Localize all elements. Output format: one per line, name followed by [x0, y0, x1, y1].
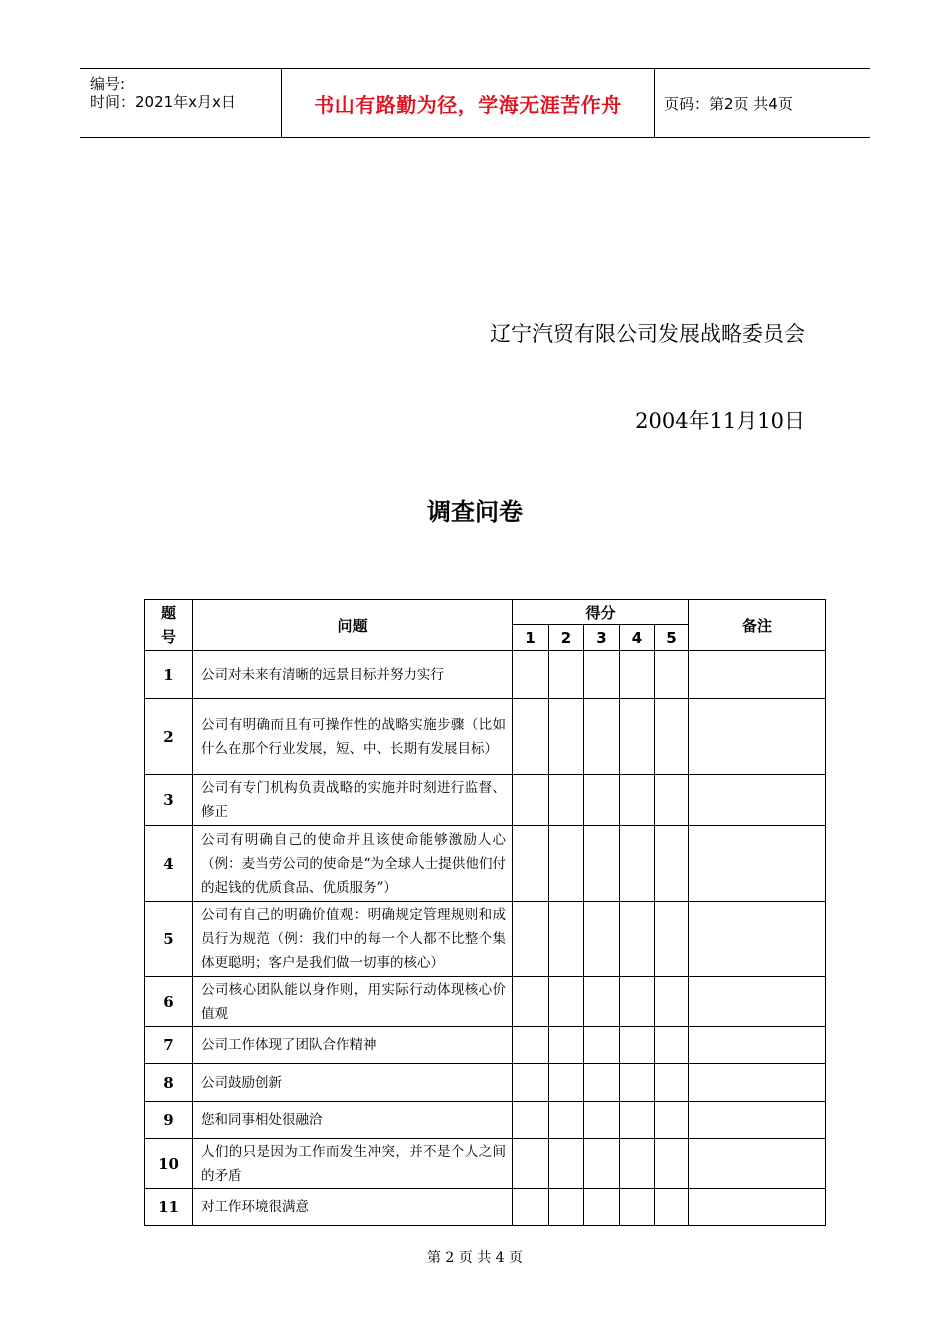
document-date: 2004年11月10日 — [635, 409, 805, 433]
row-question: 公司有明确而且有可操作性的战略实施步骤（比如什么在那个行业发展，短、中、长期有发展目标） — [193, 699, 513, 775]
score-cell[interactable] — [620, 977, 655, 1027]
row-number: 11 — [145, 1189, 193, 1226]
score-cell[interactable] — [584, 902, 620, 977]
row-question: 您和同事相处很融洽 — [193, 1102, 513, 1139]
score-level-5: 5 — [655, 625, 689, 651]
table-row — [145, 1064, 826, 1102]
score-cell[interactable] — [620, 1189, 655, 1226]
score-cell[interactable] — [655, 775, 689, 826]
score-cell[interactable] — [620, 826, 655, 902]
table-row — [145, 775, 826, 826]
remark-cell[interactable] — [689, 699, 826, 775]
row-question: 公司工作体现了团队合作精神 — [193, 1027, 513, 1064]
row-question: 公司鼓励创新 — [193, 1064, 513, 1102]
remark-cell[interactable] — [689, 1064, 826, 1102]
page-title: 调查问卷 — [427, 498, 523, 526]
score-cell[interactable] — [513, 826, 549, 902]
score-cell[interactable] — [620, 775, 655, 826]
score-cell[interactable] — [549, 1064, 584, 1102]
score-cell[interactable] — [655, 1139, 689, 1189]
score-cell[interactable] — [549, 775, 584, 826]
score-cell[interactable] — [620, 1139, 655, 1189]
header-number-line1: 题 — [160, 604, 176, 622]
table-row — [145, 826, 826, 902]
row-number: 2 — [145, 699, 193, 775]
score-cell[interactable] — [584, 1139, 620, 1189]
score-cell[interactable] — [620, 651, 655, 699]
score-cell[interactable] — [513, 1027, 549, 1064]
table-row — [145, 1139, 826, 1189]
score-cell[interactable] — [620, 1064, 655, 1102]
row-number: 8 — [145, 1064, 193, 1102]
remark-cell[interactable] — [689, 775, 826, 826]
number-label: 编号: — [90, 75, 126, 93]
score-cell[interactable] — [584, 699, 620, 775]
score-cell[interactable] — [584, 1027, 620, 1064]
score-cell[interactable] — [513, 902, 549, 977]
row-question: 公司对未来有清晰的远景目标并努力实行 — [193, 651, 513, 699]
score-cell[interactable] — [584, 651, 620, 699]
remark-cell[interactable] — [689, 977, 826, 1027]
remark-cell[interactable] — [689, 1027, 826, 1064]
header-question: 问题 — [193, 600, 513, 651]
remark-cell[interactable] — [689, 1102, 826, 1139]
score-cell[interactable] — [655, 1102, 689, 1139]
header-number — [145, 600, 193, 651]
score-cell[interactable] — [513, 1189, 549, 1226]
score-cell[interactable] — [549, 977, 584, 1027]
score-cell[interactable] — [655, 1064, 689, 1102]
score-cell[interactable] — [584, 1064, 620, 1102]
table-row — [145, 699, 826, 775]
score-cell[interactable] — [655, 977, 689, 1027]
table-row — [145, 651, 826, 699]
row-question: 人们的只是因为工作而发生冲突，并不是个人之间的矛盾 — [193, 1139, 513, 1189]
table-row — [145, 1189, 826, 1226]
score-cell[interactable] — [549, 902, 584, 977]
row-question: 公司有专门机构负责战略的实施并时刻进行监督、修正 — [193, 775, 513, 826]
score-cell[interactable] — [549, 1139, 584, 1189]
score-cell[interactable] — [549, 826, 584, 902]
row-number: 5 — [145, 902, 193, 977]
row-number: 1 — [145, 651, 193, 699]
score-cell[interactable] — [584, 775, 620, 826]
header-page-cell — [654, 69, 870, 137]
table-row — [145, 1027, 826, 1064]
row-question: 公司核心团队能以身作则，用实际行动体现核心价值观 — [193, 977, 513, 1027]
header-motto-cell — [281, 69, 655, 137]
remark-cell[interactable] — [689, 651, 826, 699]
score-cell[interactable] — [513, 1102, 549, 1139]
row-number: 3 — [145, 775, 193, 826]
score-cell[interactable] — [655, 1027, 689, 1064]
score-cell[interactable] — [584, 1102, 620, 1139]
header-number-line2: 号 — [160, 628, 176, 646]
score-cell[interactable] — [549, 651, 584, 699]
header-score: 得分 — [513, 600, 689, 625]
row-question: 公司有自己的明确价值观：明确规定管理规则和成员行为规范（例：我们中的每一个人都不比整个集体更聪明；客户是我们做一切事的核心） — [193, 902, 513, 977]
row-number: 7 — [145, 1027, 193, 1064]
score-cell[interactable] — [513, 1064, 549, 1102]
organization-name: 辽宁汽贸有限公司发展战略委员会 — [490, 322, 805, 346]
document-header — [80, 68, 870, 138]
score-cell[interactable] — [584, 1189, 620, 1226]
score-cell[interactable] — [655, 699, 689, 775]
remark-cell[interactable] — [689, 902, 826, 977]
score-cell[interactable] — [655, 651, 689, 699]
score-cell[interactable] — [620, 1027, 655, 1064]
row-number: 10 — [145, 1139, 193, 1189]
score-level-1: 1 — [513, 625, 549, 651]
row-question: 对工作环境很满意 — [193, 1189, 513, 1226]
remark-cell[interactable] — [689, 826, 826, 902]
score-cell[interactable] — [549, 699, 584, 775]
score-cell[interactable] — [513, 977, 549, 1027]
score-cell[interactable] — [549, 1027, 584, 1064]
score-cell[interactable] — [620, 902, 655, 977]
score-cell[interactable] — [513, 775, 549, 826]
row-number: 6 — [145, 977, 193, 1027]
table-row — [145, 977, 826, 1027]
score-cell[interactable] — [584, 977, 620, 1027]
header-remark: 备注 — [689, 600, 826, 651]
survey-table — [144, 599, 826, 1226]
remark-cell[interactable] — [689, 1139, 826, 1189]
score-cell[interactable] — [620, 699, 655, 775]
row-number: 4 — [145, 826, 193, 902]
score-cell[interactable] — [655, 902, 689, 977]
score-cell[interactable] — [513, 1139, 549, 1189]
motto: 书山有路勤为径，学海无涯苦作舟 — [314, 92, 622, 117]
header-meta — [80, 69, 280, 137]
table-row — [145, 1102, 826, 1139]
score-cell[interactable] — [549, 1189, 584, 1226]
score-cell[interactable] — [655, 1189, 689, 1226]
row-question: 公司有明确自己的使命并且该使命能够激励人心（例：麦当劳公司的使命是“为全球人士提供他们付的起钱的优质食品、优质服务”） — [193, 826, 513, 902]
score-level-4: 4 — [620, 625, 655, 651]
row-number: 9 — [145, 1102, 193, 1139]
page-footer: 第 2 页 共 4 页 — [426, 1250, 524, 1266]
score-cell[interactable] — [655, 826, 689, 902]
remark-cell[interactable] — [689, 1189, 826, 1226]
score-cell[interactable] — [549, 1102, 584, 1139]
score-cell[interactable] — [513, 699, 549, 775]
time-label: 时间：2021年x月x日 — [90, 93, 236, 111]
score-level-2: 2 — [549, 625, 584, 651]
page-label: 页码：第2页 共4页 — [664, 94, 793, 113]
table-row — [145, 902, 826, 977]
score-cell[interactable] — [620, 1102, 655, 1139]
score-level-3: 3 — [584, 625, 620, 651]
score-cell[interactable] — [584, 826, 620, 902]
score-cell[interactable] — [513, 651, 549, 699]
